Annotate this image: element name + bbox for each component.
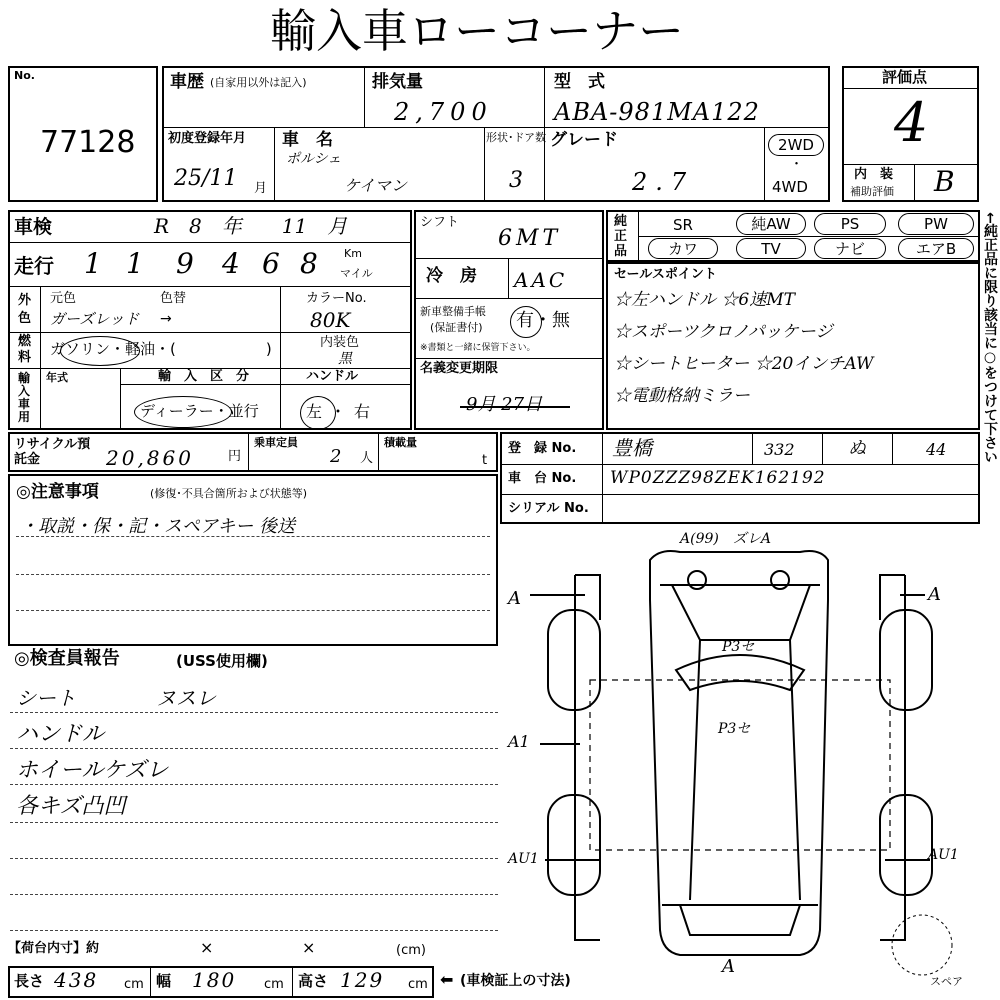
side-note: ←純正品に限り該当に○をつけて下さい bbox=[982, 212, 998, 464]
car-name-label: 車 名 bbox=[282, 130, 333, 150]
dims-arrow-icon: ⬅ bbox=[440, 970, 454, 989]
mileage-digit: 6 bbox=[262, 247, 280, 280]
import-year-label: 年式 bbox=[46, 371, 68, 384]
name-change-label: 名義変更期限 bbox=[420, 361, 499, 376]
inspection-label: 車検 bbox=[14, 216, 53, 238]
inspector-line: シート ヌスレ bbox=[16, 686, 216, 710]
import-class-label: 輸 入 区 分 bbox=[158, 369, 250, 384]
height-value: 129 bbox=[340, 968, 385, 992]
equip-aw: 純AW bbox=[736, 213, 806, 235]
drive-4wd: 4WD bbox=[772, 178, 808, 196]
length-label: 長さ bbox=[14, 972, 45, 990]
maintenance-label: 新車整備手帳 bbox=[420, 305, 486, 318]
maintenance-value: 有・無 bbox=[516, 310, 570, 331]
cargo-label: 【荷台内寸】約 bbox=[8, 941, 100, 956]
equipment-label: 純正品 bbox=[614, 214, 628, 259]
mileage-digit: 4 bbox=[222, 247, 240, 280]
color-code-value: 80K bbox=[310, 308, 351, 332]
name-change-value: 9月 27日 bbox=[466, 394, 543, 415]
mileage-digit: 9 bbox=[176, 247, 194, 280]
diagram-roof-note: P3セ bbox=[722, 639, 755, 655]
diagram-top-note: A(99) ズレA bbox=[680, 531, 771, 547]
diagram-spare-label: スペア bbox=[930, 975, 963, 988]
fuel-options: ガソリン・軽油・( ) bbox=[50, 340, 272, 358]
cargo-x1: × bbox=[200, 938, 214, 957]
registration-place: 豊橋 bbox=[612, 436, 652, 460]
doors-value: 3 bbox=[509, 168, 523, 193]
length-unit: cm bbox=[124, 977, 144, 992]
registration-label: 登 録 No. bbox=[508, 441, 577, 456]
diagram-body-note: P3セ bbox=[718, 721, 751, 737]
equip-pw: PW bbox=[898, 213, 974, 235]
first-reg-unit: 月 bbox=[254, 181, 268, 196]
recycle-label: リサイクル預託金 bbox=[14, 437, 91, 467]
car-name-value2: ケイマン bbox=[344, 176, 407, 195]
import-label: 輸入車用 bbox=[18, 371, 31, 424]
interior-label: 内 装 bbox=[854, 167, 894, 182]
inspector-line: 各キズ凸凹 bbox=[16, 794, 126, 819]
model-type-label: 型 式 bbox=[554, 72, 605, 92]
chassis-value: WP0ZZZ98ZEK162192 bbox=[610, 468, 826, 488]
first-reg-label: 初度登録年月 bbox=[168, 131, 247, 146]
width-value: 180 bbox=[192, 968, 237, 992]
maintenance-note: ※書類と一緒に保管下さい。 bbox=[420, 343, 536, 353]
color-code-label: カラーNo. bbox=[306, 291, 367, 306]
inspector-label: ◎検査員報告 bbox=[14, 648, 120, 669]
registration-number: 44 bbox=[926, 440, 947, 459]
diagram-mark-a1: A1 bbox=[508, 732, 530, 751]
notes-line: ・取説・保・記・スペアキー 後送 bbox=[20, 516, 296, 537]
color-orig-value: ガーズレッド bbox=[50, 310, 140, 328]
mileage-unit-mile: マイル bbox=[340, 267, 373, 280]
load-label: 積載量 bbox=[384, 436, 417, 449]
mileage-unit-km: Km bbox=[344, 247, 362, 260]
load-unit: t bbox=[482, 453, 488, 468]
registration-kana: ぬ bbox=[848, 438, 866, 459]
ac-label: 冷 房 bbox=[426, 266, 477, 286]
sales-points-label: セールスポイント bbox=[614, 267, 717, 282]
doors-label: 形状･ドア数 bbox=[486, 131, 547, 144]
page-title: 輸入車ローコーナー bbox=[270, 4, 684, 58]
height-label: 高さ bbox=[298, 972, 329, 990]
capacity-value: 2 bbox=[330, 446, 342, 467]
diagram-mark-au1: AU1 bbox=[928, 847, 959, 863]
inspection-value: R 8 年 11 月 bbox=[154, 214, 348, 238]
mileage-digit: 1 bbox=[126, 247, 144, 280]
interior-color-label: 内装色 bbox=[320, 335, 360, 350]
ac-value: AAC bbox=[514, 268, 568, 292]
width-label: 幅 bbox=[156, 972, 172, 990]
first-reg-value: 25/11 bbox=[174, 166, 238, 191]
history-note: (自家用以外は記入) bbox=[210, 76, 307, 89]
width-unit: cm bbox=[264, 977, 284, 992]
sales-point-line: ☆スポーツクロノパッケージ bbox=[614, 322, 833, 342]
recycle-value: 20,860 bbox=[106, 446, 194, 470]
registration-class: 332 bbox=[764, 440, 795, 459]
interior-sub: 補助評価 bbox=[850, 185, 894, 198]
displacement-value: 2,700 bbox=[394, 98, 493, 126]
displacement-label: 排気量 bbox=[372, 72, 423, 92]
import-class-value: ディーラー・並行 bbox=[140, 402, 259, 420]
fuel-label: 燃料 bbox=[18, 334, 32, 365]
recycle-unit: 円 bbox=[228, 449, 242, 464]
length-value: 438 bbox=[54, 968, 99, 992]
inspector-line: ハンドル bbox=[16, 722, 105, 747]
rating-value: 4 bbox=[894, 91, 929, 154]
equip-tv: TV bbox=[736, 238, 806, 259]
inspector-line: ホイールケズレ bbox=[16, 758, 169, 783]
dims-note: (車検証上の寸法) bbox=[460, 973, 571, 989]
dimensions-box bbox=[8, 966, 434, 998]
diagram-bottom-mark: A bbox=[722, 956, 735, 977]
equip-airbag: エアB bbox=[898, 238, 974, 259]
inspector-sub: (USS使用欄) bbox=[176, 652, 268, 670]
handle-value: 左・右 bbox=[306, 402, 379, 421]
equip-sr: SR bbox=[673, 216, 693, 234]
sales-point-line: ☆シートヒーター ☆20インチAW bbox=[614, 354, 874, 374]
car-name-value1: ポルシェ bbox=[286, 151, 342, 167]
drive-dot: ・ bbox=[790, 157, 804, 172]
equip-ps: PS bbox=[814, 213, 886, 235]
mileage-digit: 1 bbox=[84, 247, 102, 280]
shift-label: シフト bbox=[420, 215, 460, 230]
rating-label: 評価点 bbox=[882, 68, 928, 86]
sales-point-line: ☆左ハンドル ☆6速MT bbox=[614, 290, 795, 310]
handle-label: ハンドル bbox=[306, 369, 359, 384]
shift-value: 6MT bbox=[498, 226, 562, 251]
cargo-unit: (cm) bbox=[396, 943, 426, 958]
diagram-mark-a: A bbox=[928, 584, 941, 605]
equip-navi: ナビ bbox=[814, 238, 886, 259]
lot-number: 77128 bbox=[40, 125, 136, 160]
sales-point-line: ☆電動格納ミラー bbox=[614, 386, 750, 406]
grade-value: 2.7 bbox=[632, 168, 695, 196]
mileage-label: 走行 bbox=[14, 254, 54, 278]
height-unit: cm bbox=[408, 977, 428, 992]
color-arrow: → bbox=[160, 311, 172, 327]
diagram-mark-au1: AU1 bbox=[508, 851, 539, 867]
color-orig-label: 元色 bbox=[50, 291, 77, 306]
mileage-digit: 8 bbox=[300, 247, 318, 280]
capacity-unit: 人 bbox=[360, 451, 374, 466]
maintenance-sub: (保証書付) bbox=[430, 321, 483, 334]
color-change-label: 色替 bbox=[160, 291, 187, 306]
interior-value: B bbox=[934, 165, 955, 198]
lot-label: No. bbox=[14, 69, 35, 82]
capacity-label: 乗車定員 bbox=[254, 436, 298, 449]
drive-2wd: 2WD bbox=[768, 134, 824, 156]
notes-label: ◎注意事項 bbox=[16, 482, 99, 502]
serial-label: シリアル No. bbox=[508, 501, 589, 516]
diagram-mark-a: A bbox=[508, 588, 521, 609]
grade-label: グレード bbox=[550, 130, 618, 150]
chassis-label: 車 台 No. bbox=[508, 471, 577, 486]
model-type-value: ABA-981MA122 bbox=[554, 98, 760, 126]
notes-sub: (修復･不具合箇所および状態等) bbox=[150, 487, 308, 500]
equip-leather: カワ bbox=[648, 238, 718, 259]
interior-color-value: 黒 bbox=[338, 351, 352, 367]
color-label: 外色 bbox=[18, 293, 32, 326]
history-label: 車歴 bbox=[170, 72, 204, 92]
cargo-x2: × bbox=[302, 938, 316, 957]
